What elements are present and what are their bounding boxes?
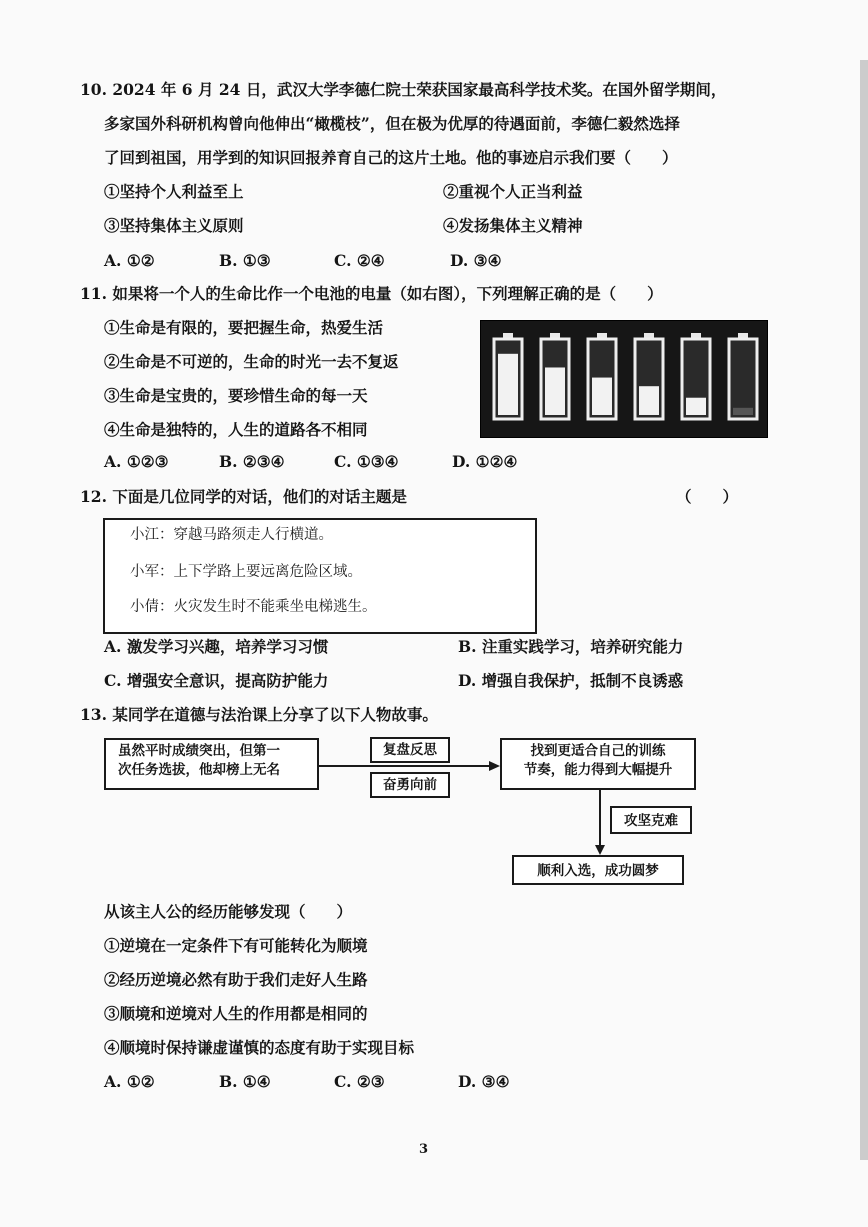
q11-option-a: A. ①②③ — [104, 452, 169, 471]
q13-option-a: A. ①② — [104, 1072, 155, 1091]
q11-item-3: ③生命是宝贵的，要珍惜生命的每一天 — [104, 386, 368, 405]
flow-middle-box — [500, 738, 696, 790]
q13-item-1: ①逆境在一定条件下有可能转化为顺境 — [104, 936, 368, 955]
flow-label-overcome: 攻坚克难 — [610, 806, 692, 834]
q11-stem: 11. 如果将一个人的生命比作一个电池的电量（如右图），下列理解正确的是（ ） — [80, 284, 663, 303]
q12-dialogue-3: 小倩：火灾发生时不能乘坐电梯逃生。 — [130, 599, 377, 615]
battery-charge-level — [639, 386, 659, 415]
q13-item-3: ③顺境和逆境对人生的作用都是相同的 — [104, 1004, 368, 1023]
scan-edge — [860, 60, 868, 1160]
q10-stem-line-3: 了回到祖国，用学到的知识回报养育自己的这片土地。他的事迹启示我们要（ ） — [104, 148, 678, 167]
flow-middle-line-1: 找到更适合自己的训练 — [530, 743, 666, 759]
q11-item-2: ②生命是不可逆的，生命的时光一去不复返 — [104, 352, 399, 371]
q11-option-b: B. ②③④ — [219, 452, 285, 471]
battery-levels-graphic — [481, 321, 769, 439]
q10-item-2: ②重视个人正当利益 — [443, 182, 583, 201]
flow-label-forward: 奋勇向前 — [370, 772, 450, 798]
flow-arrow-main-head — [489, 761, 500, 771]
q10-option-d: D. ③④ — [450, 251, 502, 270]
flow-end-box: 顺利入选，成功圆梦 — [512, 855, 684, 885]
battery-figure — [480, 320, 768, 438]
q10-item-1: ①坚持个人利益至上 — [104, 182, 244, 201]
q10-stem-line-2: 多家国外科研机构曾向他伸出“橄榄枝”，但在极为优厚的待遇面前，李德仁毅然选择 — [104, 114, 680, 133]
q10-item-3: ③坚持集体主义原则 — [104, 216, 244, 235]
battery-charge-level — [686, 398, 706, 415]
q12-option-d: D. 增强自我保护，抵制不良诱惑 — [458, 671, 684, 690]
q11-option-d: D. ①②④ — [452, 452, 518, 471]
q11-item-4: ④生命是独特的，人生的道路各不相同 — [104, 420, 368, 439]
q12-dialogue-1: 小江：穿越马路须走人行横道。 — [130, 527, 333, 543]
q10-option-a: A. ①② — [104, 251, 155, 270]
q12-option-c: C. 增强安全意识，提高防护能力 — [104, 671, 329, 690]
battery-charge-level — [592, 378, 612, 415]
battery-charge-level — [498, 354, 518, 415]
q10-option-c: C. ②④ — [334, 251, 385, 270]
q13-question: 从该主人公的经历能够发现（ ） — [104, 902, 353, 921]
battery-charge-level — [545, 367, 565, 415]
q10-option-b: B. ①③ — [219, 251, 271, 270]
q12-dialogue-2: 小军：上下学路上要远离危险区域。 — [130, 564, 362, 580]
flow-label-reflect: 复盘反思 — [370, 737, 450, 763]
q11-option-c: C. ①③④ — [334, 452, 399, 471]
q12-bracket: （ ） — [676, 487, 739, 506]
battery-charge-level — [733, 408, 753, 415]
q13-item-2: ②经历逆境必然有助于我们走好人生路 — [104, 970, 368, 989]
flow-start-line-2: 次任务选拔，他却榜上无名 — [118, 762, 280, 778]
q13-option-c: C. ②③ — [334, 1072, 385, 1091]
q13-stem: 13. 某同学在道德与法治课上分享了以下人物故事。 — [80, 705, 438, 724]
flow-arrow-down-head — [595, 845, 605, 855]
q13-option-d: D. ③④ — [458, 1072, 510, 1091]
flow-middle-line-2: 节奏，能力得到大幅提升 — [523, 762, 673, 778]
q10-stem-line-1: 10. 2024 年 6 月 24 日，武汉大学李德仁院士荣获国家最高科学技术奖。在国外留学期间， — [80, 80, 727, 99]
flow-start-box — [104, 738, 319, 790]
q12-option-b: B. 注重实践学习，培养研究能力 — [458, 637, 684, 656]
q13-item-4: ④顺境时保持谦虚谨慎的态度有助于实现目标 — [104, 1038, 415, 1057]
battery-body — [729, 339, 757, 419]
flow-start-line-1: 虽然平时成绩突出，但第一 — [118, 743, 280, 759]
q12-stem: 12. 下面是几位同学的对话，他们的对话主题是 — [80, 487, 407, 506]
q13-option-b: B. ①④ — [219, 1072, 271, 1091]
q11-item-1: ①生命是有限的，要把握生命，热爱生活 — [104, 318, 384, 337]
q12-option-a: A. 激发学习兴趣，培养学习习惯 — [104, 637, 329, 656]
q10-item-4: ④发扬集体主义精神 — [443, 216, 583, 235]
page-number: 3 — [419, 1142, 429, 1157]
